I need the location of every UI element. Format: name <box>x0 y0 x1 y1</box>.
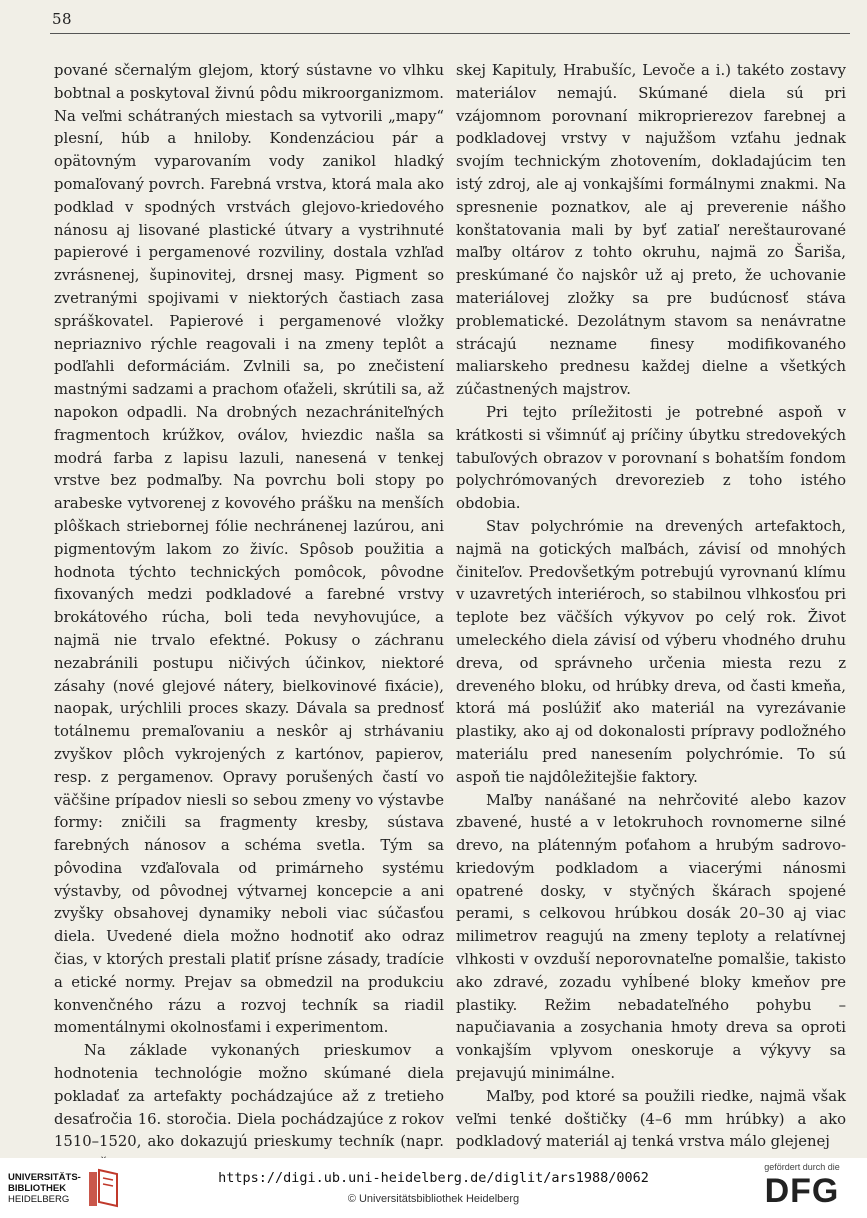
institution-line-2: BIBLIOTHEK <box>8 1182 67 1194</box>
right-paragraph-4: Maľby nanášané na nehrčovité alebo kazov zbavené, husté a v letokruhoch rovnomerne silné drevo, na plátenným poťahom a hrubým sadrovo-kriedovým podkladom a viacerými nánosmi opatrené dosky, v styčných škárach spojené perami, s celkovou hrúbkou dosák 20–30 aj viac milimetrov reagujú na zmeny teploty a relatívnej vlhkosti v ovzduší neporovnateľne pomalšie, takisto ako zdravé, zozadu vyhĺbené bloky kmeňov pre plastiky. Režim nebadateľného pohybu – napučiavania a zosychania hmoty dreva sa oproti vonkajším vplyvom oneskoruje a výkyvy sa prejavujú minimálne. <box>456 791 846 1083</box>
page-number: 58 <box>52 10 73 28</box>
funding-caption: gefördert durch die <box>764 1162 840 1172</box>
right-paragraph-2: Pri tejto príležitosti je potrebné aspoň v krátkosti si všimnúť aj príčiny úbytku stredovekých tabuľových obrazov v porovnaní s bohatším fondom polychrómovaných drevorezieb z toho istého obdobia. <box>456 403 846 513</box>
digital-url[interactable]: https://digi.ub.uni-heidelberg.de/diglit/ars1988/0062 <box>218 1170 649 1186</box>
left-paragraph-2: Na základe vykonaných prieskumov a hodnotenia technológie možno skúmané diela pokladať za artefakty pochádzajúce až z tretieho desaťročia 16. storočia. Diela pochádzajúce z rokov 1510–1520, ako dokazujú prieskumy techník (napr. <box>54 1042 444 1151</box>
right-paragraph-1: skej Kapituly, Hrabušíc, Levoče a i.) takéto zostavy materiálov nemajú. Skúmané diela sú pri vzájomnom porovnaní mikroprierezov farebnej a podkladovej vrstvy v najužšom vzťahu jednak svojím technickým zhotovením, dokladajúcim ten istý zdroj, ale aj vonkajšími formálnymi znakmi. Na spresnenie poznatkov, ale aj preverenie nášho konštatovania mali by byť zatiaľ nereštaurované maľby oltárov z tohto okruhu, najmä zo Šariša, preskúmané čo najskôr už aj preto, že uchovanie materiálovej zložky sa pre budúcnosť stáva problematické. Dezolátnym stavom sa nenávratne strácajú nezname finesy modifikovaného maliarskeho prednesu každej dielne a všetkých zúčastnených majstrov. <box>456 62 846 399</box>
institution-line-1: UNIVERSITÄTS- <box>8 1171 81 1183</box>
header-rule <box>50 33 850 34</box>
left-column <box>54 60 444 1177</box>
right-paragraph-3: Stav polychrómie na drevených artefaktoch, najmä na gotických maľbách, závisí od mnohých činiteľov. Predovšetkým potrebujú vyrovnanú klímu v uzavretých interiéroch, so stabilnou vlhkosťou pri teplote bez väčších výkyvov po celý rok. Život umeleckého diela závisí od výberu vhodného druhu dreva, od správneho určenia miesta rezu z dreveného bloku, od hrúbky dreva, od časti kmeňa, ktorá má poslúžiť ako materiál na vyrezávanie plastiky, ako aj od dokonalosti prípravy podložného materiálu pred nanesením polychrómie. To sú aspoň tie najdôležitejšie faktory. <box>456 517 846 786</box>
copyright-notice: © Universitätsbibliothek Heidelberg <box>347 1193 520 1205</box>
institution-line-3: HEIDELBERG <box>8 1193 70 1205</box>
right-column <box>456 60 846 1154</box>
dfg-logo-text: DFG <box>764 1172 840 1210</box>
footer-bar <box>0 1158 867 1218</box>
dfg-funding-logo[interactable] <box>747 1162 857 1208</box>
left-paragraph-1: pované sčernalým glejom, ktorý sústavne vo vlhku bobtnal a poskytoval živnú pôdu mikroorganizmom. Na veľmi schátraných miestach sa vytvorili „mapy“ plesní, húb a hniloby. Kondenzáciou pár a opätovným vyparovaním vody zanikol hladký pomaľovaný povrch. Farebná vrstva, ktorá mala ako podklad v spodných vrstvách glejovo-kriedového nánosu aj lisované plastické útvary a vystrihnuté papierové i pergamenové rozviliny, dostala vzhľad zvrásnenej, šupinovitej, drsnej masy. Pigment so zvetranými spojivami v niektorých častiach zasa spráškovatel. Papierové i pergamenové vložky nepriaznivo rýchle reagovali i na zmeny teplôt a podľahli deformáciám. Zvlnili sa, po znečistení mastnými sadzami a prachom oťaželi, skrútili sa, až napokon odpadli. Na drobných nezachrániteľných fragmentoch krúžkov, oválov, hviezdic našla sa modrá farba z lapisu lazuli, nanesená v tenkej vrstve bez podmaľby. Na povrchu boli stopy po arabeske vytvorenej z kovového prášku na menších plôškach striebornej fólie nechránenej lazúrou, ani pigmentovým lakom zo živíc. Spôsob použitia a hodnota týchto technických pomôcok, pôvodne fixovaných medzi podkladové a farebné vrstvy brokátového rúcha, boli teda nevyhovujúce, a najmä nie trvalo efektné. Pokusy o záchranu nezabránili postupu ničivých účinkov, niektoré zásahy (nové glejové nátery, bielkovinové fixácie), naopak, urýchlili proces skazy. Dávala sa prednosť totálnemu premaľovaniu a neskôr aj strhávaniu zvyškov plôch vykrojených z kartónov, papierov, resp. z pergamenov. Opravy porušených častí vo väčšine prípadov niesli so sebou zmeny vo výstavbe formy: zničili sa fragmenty kresby, sústava farebných nánosov a schéma svetla. Tým sa pôvodina vzďaľovala od primárneho systému výstavby, od pôvodnej výtvarnej koncepcie a ani zvyšky obsahovej dynamiky neboli viac súčasťou diela. Uvedené diela možno hodnotiť ako odraz čias, v ktorých prestali platiť prísne zásady, tradície a etické normy. Prejav sa obmedzil na produkciu konvenčného rázu a rozvoj techník sa riadil momentálnymi okolnosťami i experimentom. <box>54 62 444 1037</box>
right-paragraph-5: Maľby, pod ktoré sa použili riedke, najmä však veľmi tenké doštičky (4–6 mm hrúbky) a ako podkladový materiál aj tenká vrstva málo glejenej <box>456 1087 846 1151</box>
